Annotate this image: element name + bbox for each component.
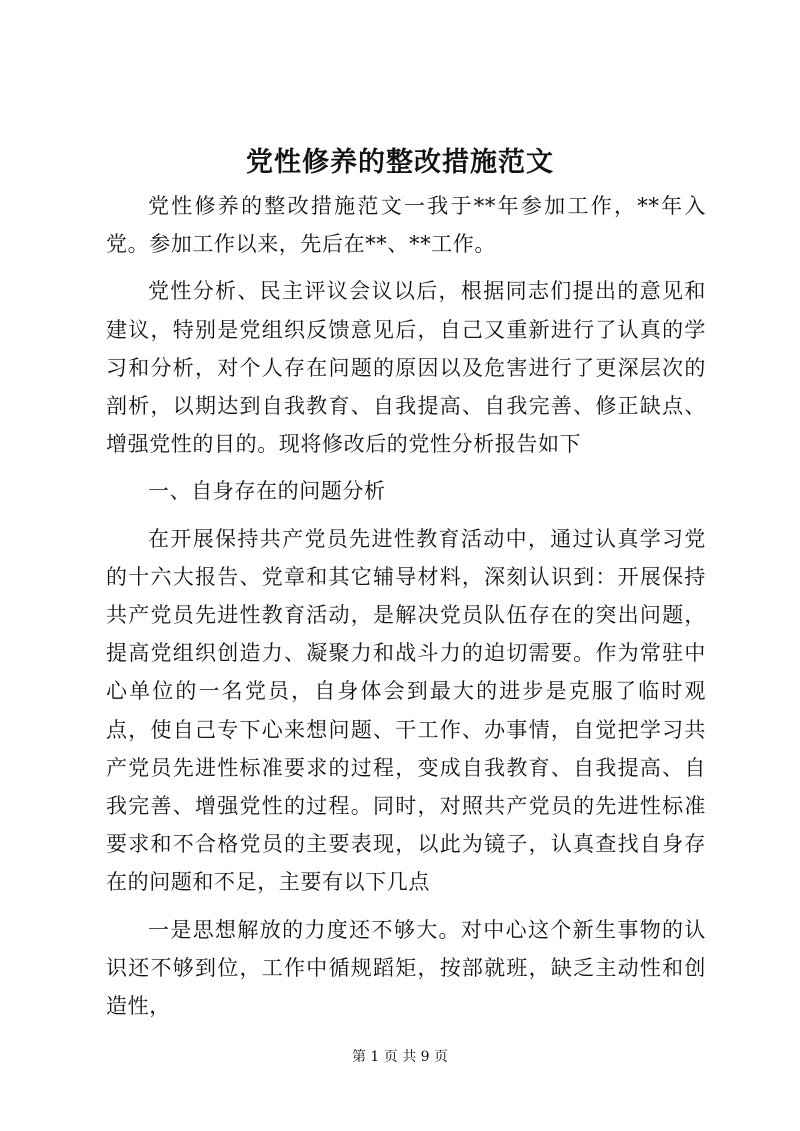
document-body bbox=[106, 187, 706, 1034]
page-number-footer: 第 1 页 共 9 页 bbox=[351, 1049, 449, 1065]
paragraph: 一是思想解放的力度还不够大。对中心这个新生事物的认识还不够到位，工作中循规蹈矩，按部就班，缺乏主动性和创造性， bbox=[106, 917, 706, 1019]
section-heading: 一、自身存在的问题分析 bbox=[148, 479, 386, 504]
paragraph: 党性分析、民主评议会议以后，根据同志们提出的意见和建议，特别是党组织反馈意见后，自己又重新进行了认真的学习和分析，对个人存在问题的原因以及危害进行了更深层次的剖析，以期达到自我教育、自我提高、自我完善、修正缺点、增强党性的目的。现将修改后的党性分析报告如下 bbox=[106, 279, 706, 457]
document-title: 党性修养的整改措施范文 bbox=[246, 147, 554, 178]
paragraph: 在开展保持共产党员先进性教育活动中，通过认真学习党的十六大报告、党章和其它辅导材料，深刻认识到：开展保持共产党员先进性教育活动，是解决党员队伍存在的突出问题，提高党组织创造力、凝聚力和战斗力的迫切需要。作为常驻中心单位的一名党员，自身体会到最大的进步是克服了临时观点，使自己专下心来想问题、干工作、办事情，自觉把学习共产党员先进性标准要求的过程，变成自我教育、自我提高、自我完善、增强党性的过程。同时，对照共产党员的先进性标准要求和不合格党员的主要表现，以此为镜子，认真查找自身存在的问题和不足，主要有以下几点 bbox=[106, 526, 706, 895]
paragraph: 党性修养的整改措施范文一我于**年参加工作，**年入党。参加工作以来，先后在**、**工作。 bbox=[106, 194, 706, 257]
